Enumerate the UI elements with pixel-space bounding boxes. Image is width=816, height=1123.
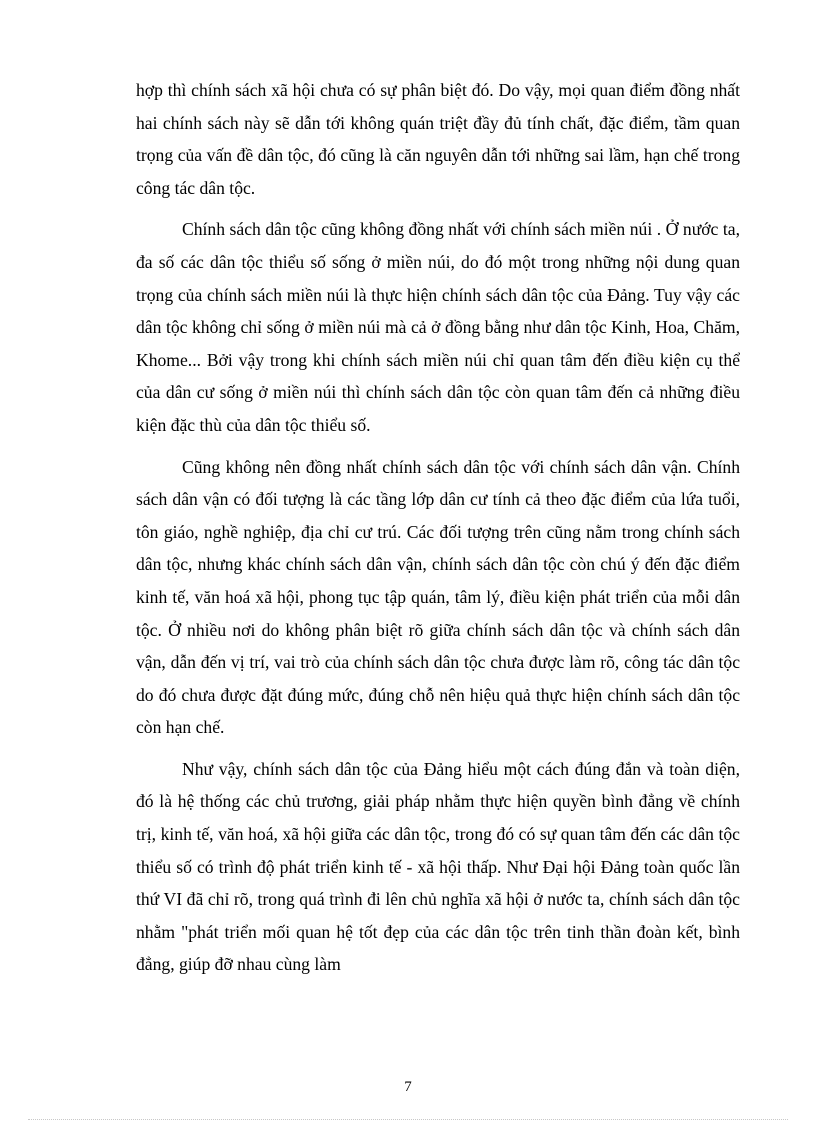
page-number: 7 — [404, 1079, 412, 1095]
page-bottom-divider — [28, 1119, 788, 1120]
paragraph-conclusion: Như vậy, chính sách dân tộc của Đảng hiểu một cách đúng đắn và toàn diện, đó là hệ thống các chủ trương, giải pháp nhằm thực hiện quyền bình đẳng về chính trị, kinh tế, văn hoá, xã hội giữa các dân tộc, trong đó có sự quan tâm đến các dân tộc thiểu số có trình độ phát triển kinh tế - xã hội thấp. Như Đại hội Đảng toàn quốc lần thứ VI đã chỉ rõ, trong quá trình đi lên chủ nghĩa xã hội ở nước ta, chính sách dân tộc nhằm "phát triển mối quan hệ tốt đẹp của các dân tộc trên tinh thần đoàn kết, bình đẳng, giúp đỡ nhau cùng làm — [136, 758, 740, 975]
document-body — [136, 74, 740, 981]
paragraph-mass-mobilization-policy: Cũng không nên đồng nhất chính sách dân tộc với chính sách dân vận. Chính sách dân vận có đối tượng là các tầng lớp dân cư tính cả theo đặc điểm của lứa tuổi, tôn giáo, nghề nghiệp, địa chỉ cư trú. Các đối tượng trên cũng nằm trong chính sách dân tộc, nhưng khác chính sách dân vận, chính sách dân tộc còn chú ý đến đặc điểm kinh tế, văn hoá xã hội, phong tục tập quán, tâm lý, điều kiện phát triển của mỗi dân tộc. Ở nhiều nơi do không phân biệt rõ giữa chính sách dân tộc và chính sách dân vận, dẫn đến vị trí, vai trò của chính sách dân tộc chưa được làm rõ, công tác dân tộc do đó chưa được đặt đúng mức, đúng chỗ nên hiệu quả thực hiện chính sách dân tộc còn hạn chế. — [136, 456, 740, 738]
paragraph-mountain-policy: Chính sách dân tộc cũng không đồng nhất với chính sách miền núi . Ở nước ta, đa số các dân tộc thiểu số sống ở miền núi, do đó một trong những nội dung quan trọng của chính sách miền núi là thực hiện chính sách dân tộc của Đảng. Tuy vậy các dân tộc không chỉ sống ở miền núi mà cả ở đồng bằng như dân tộc Kinh, Hoa, Chăm, Khome... Bởi vậy trong khi chính sách miền núi chỉ quan tâm đến điều kiện cụ thể của dân cư sống ở miền núi thì chính sách dân tộc còn quan tâm đến cả những điều kiện đặc thù của dân tộc thiểu số. — [136, 219, 740, 435]
paragraph-continuation: hợp thì chính sách xã hội chưa có sự phân biệt đó. Do vậy, mọi quan điểm đồng nhất hai chính sách này sẽ dẫn tới không quán triệt đầy đủ tính chất, đặc điểm, tầm quan trọng của vấn đề dân tộc, đó cũng là căn nguyên dẫn tới những sai lầm, hạn chế trong công tác dân tộc. — [136, 80, 740, 198]
